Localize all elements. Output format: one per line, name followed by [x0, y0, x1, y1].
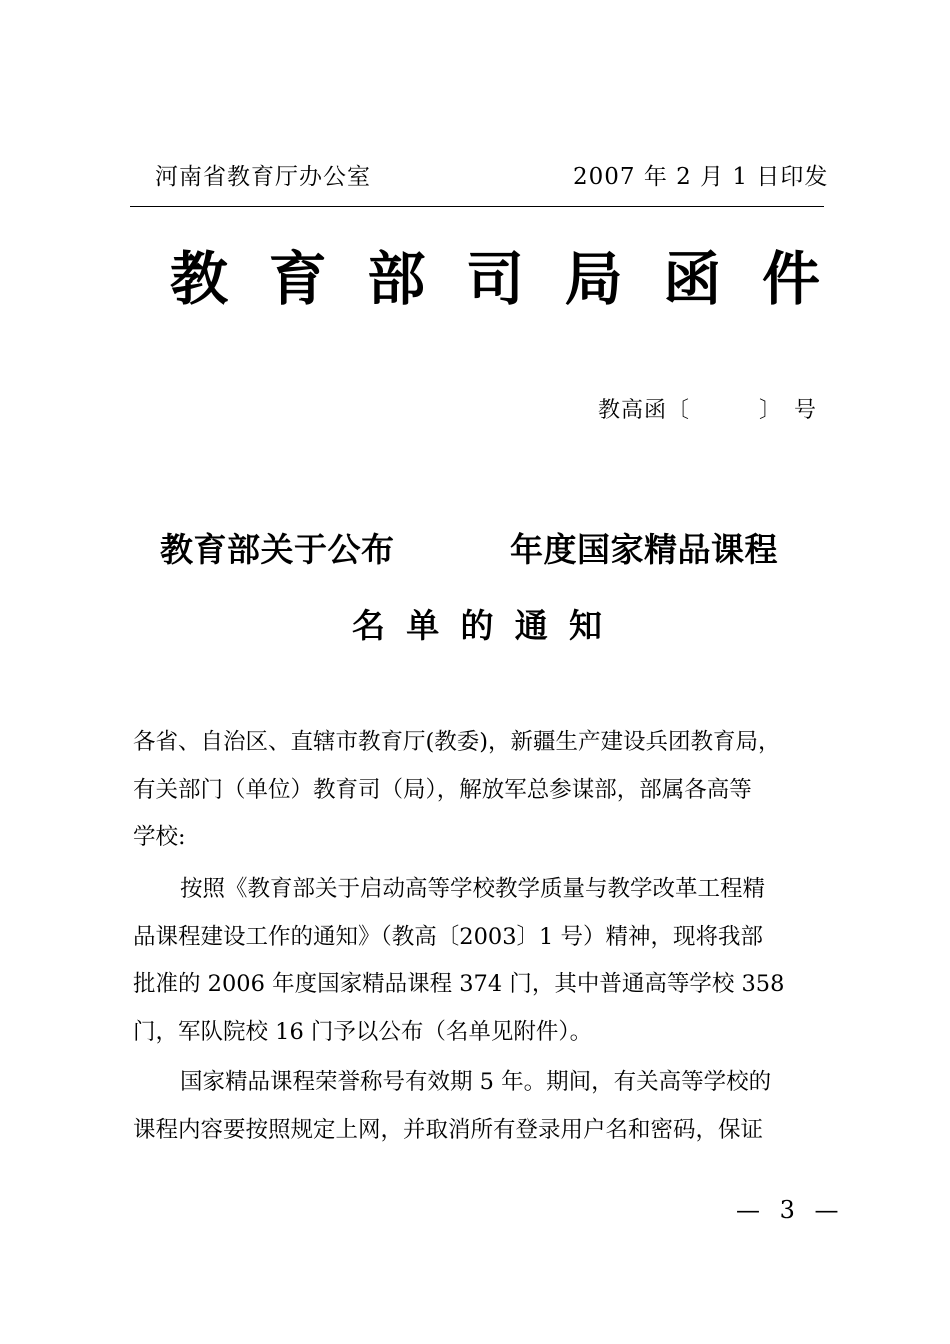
notice-title-right: 年度国家精品课程 — [510, 530, 778, 569]
notice-title-left: 教育部关于公布 — [160, 530, 395, 569]
print-date: 2007 年 2 月 1 日印发 — [573, 164, 829, 190]
notice-title-line2 — [352, 600, 602, 647]
text-line: 品课程建设工作的通知》（教高〔2003〕1 号）精神，现将我部 — [133, 923, 763, 950]
title-char: 单 — [406, 606, 440, 645]
letterhead-char: 教 — [170, 245, 229, 313]
document-number: 教高函〔 〕 号 — [598, 398, 818, 423]
letterhead-char: 局 — [564, 245, 623, 313]
title-char: 的 — [460, 606, 494, 645]
salutation — [133, 719, 823, 862]
text-line: 门，军队院校 16 门予以公布（名单见附件）。 — [133, 1018, 593, 1045]
title-char: 通 — [514, 606, 548, 645]
text-line: 课程内容要按照规定上网，并取消所有登录用户名和密码，保证 — [133, 1116, 764, 1143]
text-line: 学校: — [133, 824, 186, 850]
body-paragraph-1 — [133, 866, 823, 1056]
text-line: 按照《教育部关于启动高等学校教学质量与教学改革工程精 — [180, 876, 766, 902]
header-divider — [130, 206, 824, 207]
letterhead-char: 件 — [761, 245, 820, 313]
body-paragraph-2 — [133, 1059, 823, 1154]
letterhead-title — [170, 232, 820, 316]
title-char: 知 — [569, 606, 602, 645]
text-line: 国家精品课程荣誉称号有效期 5 年。期间，有关高等学校的 — [180, 1069, 772, 1095]
text-line: 有关部门（单位）教育司（局），解放军总参谋部，部属各高等 — [133, 776, 752, 803]
letterhead-char: 函 — [663, 245, 722, 313]
title-char: 名 — [352, 606, 385, 645]
letterhead-char: 部 — [367, 245, 426, 313]
letterhead-char: 育 — [268, 245, 327, 313]
page-number: — 3 — — [736, 1196, 845, 1224]
issuer-name: 河南省教育厅办公室 — [155, 164, 371, 190]
text-line: 各省、自治区、直辖市教育厅(教委)，新疆生产建设兵团教育局， — [133, 729, 781, 755]
text-line: 批准的 2006 年度国家精品课程 374 门，其中普通高等学校 358 — [133, 971, 785, 997]
letterhead-char: 司 — [465, 245, 524, 313]
